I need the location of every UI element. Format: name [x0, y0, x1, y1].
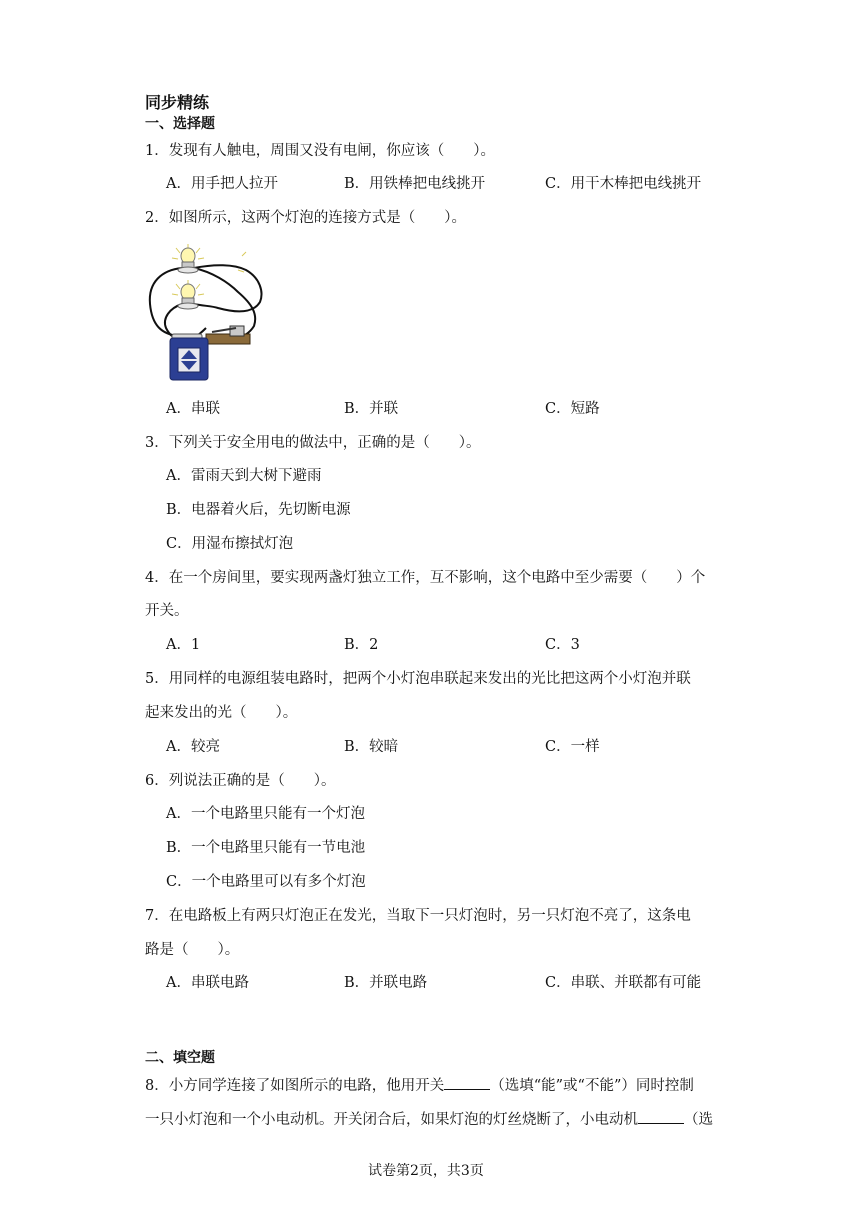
q5-option-b: B．较暗 — [344, 739, 399, 755]
q2-option-b: B．并联 — [344, 401, 399, 417]
q6-option-b: B．一个电路里只能有一节电池 — [166, 840, 366, 856]
question-2-stem: 2．如图所示，这两个灯泡的连接方式是（ ）。 — [145, 210, 466, 226]
q8-text-part-3: 一只小灯泡和一个小电动机。开关闭合后，如果灯泡的灯丝烧断了，小电动机 — [145, 1112, 638, 1128]
q7-option-a: A．串联电路 — [166, 975, 249, 991]
page-footer: 试卷第2页，共3页 — [368, 1163, 484, 1179]
circuit-wires — [150, 265, 262, 340]
page-title: 同步精练 — [145, 93, 210, 112]
q7-option-b: B．并联电路 — [344, 975, 428, 991]
question-4-stem-line-2: 开关。 — [145, 603, 189, 619]
question-5-stem-line-1: 5．用同样的电源组装电路时，把两个小灯泡串联起来发出的光比把这两个小灯泡并联 — [145, 671, 691, 687]
question-1-stem: 1．发现有人触电，周围又没有电闸，你应该（ ）。 — [145, 143, 495, 159]
question-3-stem: 3．下列关于安全用电的做法中，正确的是（ ）。 — [145, 435, 481, 451]
q5-option-c: C．一样 — [545, 739, 600, 755]
q8-text-part-2: （选填“能”或“不能”）同时控制 — [490, 1078, 694, 1094]
section-heading-fill-blank: 二、填空题 — [145, 1050, 215, 1066]
question-5-stem-line-2: 起来发出的光（ ）。 — [145, 705, 298, 721]
switch — [206, 326, 250, 344]
q8-text-part-4: （选 — [684, 1112, 713, 1128]
q1-option-a: A．用手把人拉开 — [166, 176, 278, 192]
q4-option-a: A．1 — [166, 637, 201, 653]
bulb-top — [178, 248, 198, 273]
q3-option-b: B．电器着火后，先切断电源 — [166, 502, 351, 518]
question-7-stem-line-2: 路是（ ）。 — [145, 942, 240, 958]
q1-option-b: B．用铁棒把电线挑开 — [344, 176, 486, 192]
q8-blank-2[interactable] — [638, 1109, 684, 1124]
q6-option-a: A．一个电路里只能有一个灯泡 — [166, 806, 365, 822]
q4-option-c: C．3 — [545, 637, 580, 653]
question-6-stem: 6．列说法正确的是（ ）。 — [145, 773, 336, 789]
bulb-bottom — [178, 284, 198, 309]
section-heading-choice: 一、选择题 — [145, 116, 215, 132]
q5-option-a: A．较亮 — [166, 739, 220, 755]
question-8-line-2 — [145, 1109, 713, 1130]
question-4-stem-line-1: 4．在一个房间里，要实现两盏灯独立工作，互不影响，这个电路中至少需要（ ）个 — [145, 570, 706, 586]
q2-option-a: A．串联 — [166, 401, 220, 417]
q2-option-c: C．短路 — [545, 401, 600, 417]
q6-option-c: C．一个电路里可以有多个灯泡 — [166, 874, 366, 890]
q3-option-c: C．用湿布擦拭灯泡 — [166, 536, 294, 552]
q3-option-a: A．雷雨天到大树下避雨 — [166, 468, 322, 484]
battery — [170, 334, 208, 380]
q8-text-part-1: 8．小方同学连接了如图所示的电路，他用开关 — [145, 1078, 445, 1094]
q7-option-c: C．串联、并联都有可能 — [545, 975, 702, 991]
q4-option-b: B．2 — [344, 637, 379, 653]
circuit-diagram-image — [142, 242, 272, 382]
question-7-stem-line-1: 7．在电路板上有两只灯泡正在发光，当取下一只灯泡时，另一只灯泡不亮了，这条电 — [145, 908, 691, 924]
question-8-line-1 — [145, 1075, 694, 1096]
q8-blank-1[interactable] — [444, 1075, 490, 1090]
q1-option-c: C．用干木棒把电线挑开 — [545, 176, 702, 192]
